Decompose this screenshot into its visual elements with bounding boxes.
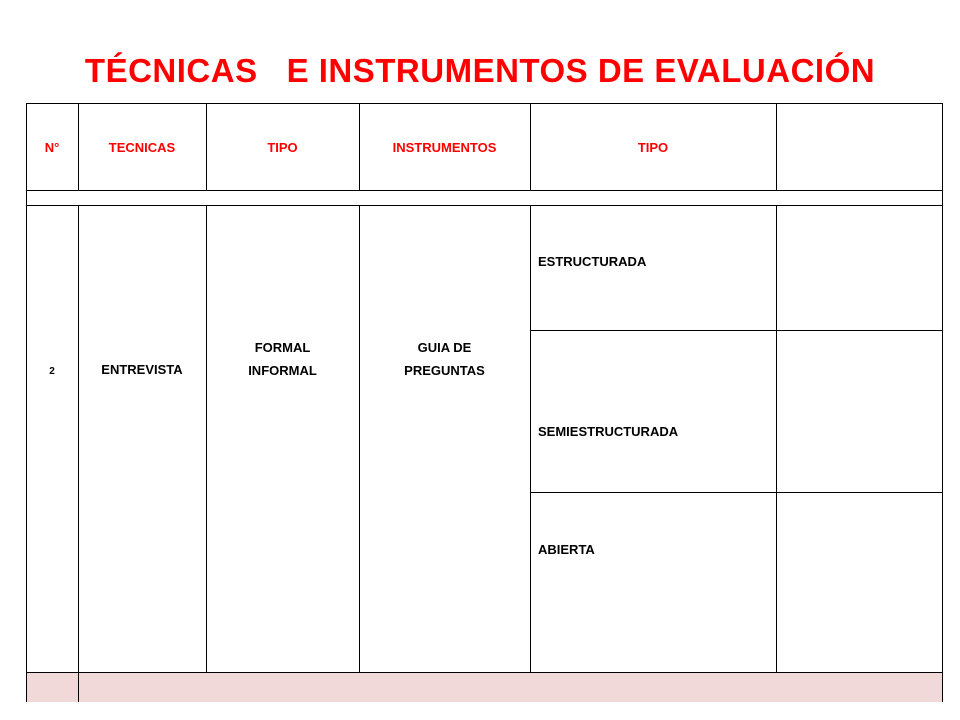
header-bottom-line (26, 190, 943, 191)
instrumento-line-2: PREGUNTAS (404, 363, 485, 378)
header-tecnicas: TECNICAS (108, 139, 176, 155)
tipo-semiestructurada: SEMIESTRUCTURADA (538, 423, 679, 439)
tipo-estructurada: ESTRUCTURADA (538, 253, 647, 269)
header-instrumentos: INSTRUMENTOS (392, 139, 497, 155)
header-extra (776, 104, 942, 190)
data-row-bottom-line (26, 672, 943, 673)
col-divider-5 (776, 205, 777, 672)
instrumento-line-1: GUIA DE (417, 340, 472, 355)
row-tecnica: ENTREVISTA (101, 361, 183, 377)
row-tipo-formal-informal (206, 206, 359, 512)
row-instrumento (359, 206, 530, 512)
page-title: TÉCNICAS E INSTRUMENTOS DE EVALUACIÓN (84, 52, 876, 89)
header-tipo-1: TIPO (267, 139, 298, 155)
header-tipo-2: TIPO (637, 139, 669, 155)
tipo-informal: INFORMAL (248, 363, 317, 378)
tipo-formal: FORMAL (254, 340, 311, 355)
row-number: 2 (49, 365, 55, 377)
tipo-abierta: ABIERTA (538, 541, 595, 557)
table-border-right (942, 103, 943, 702)
footer-row (26, 672, 942, 702)
header-num: N° (44, 139, 60, 155)
